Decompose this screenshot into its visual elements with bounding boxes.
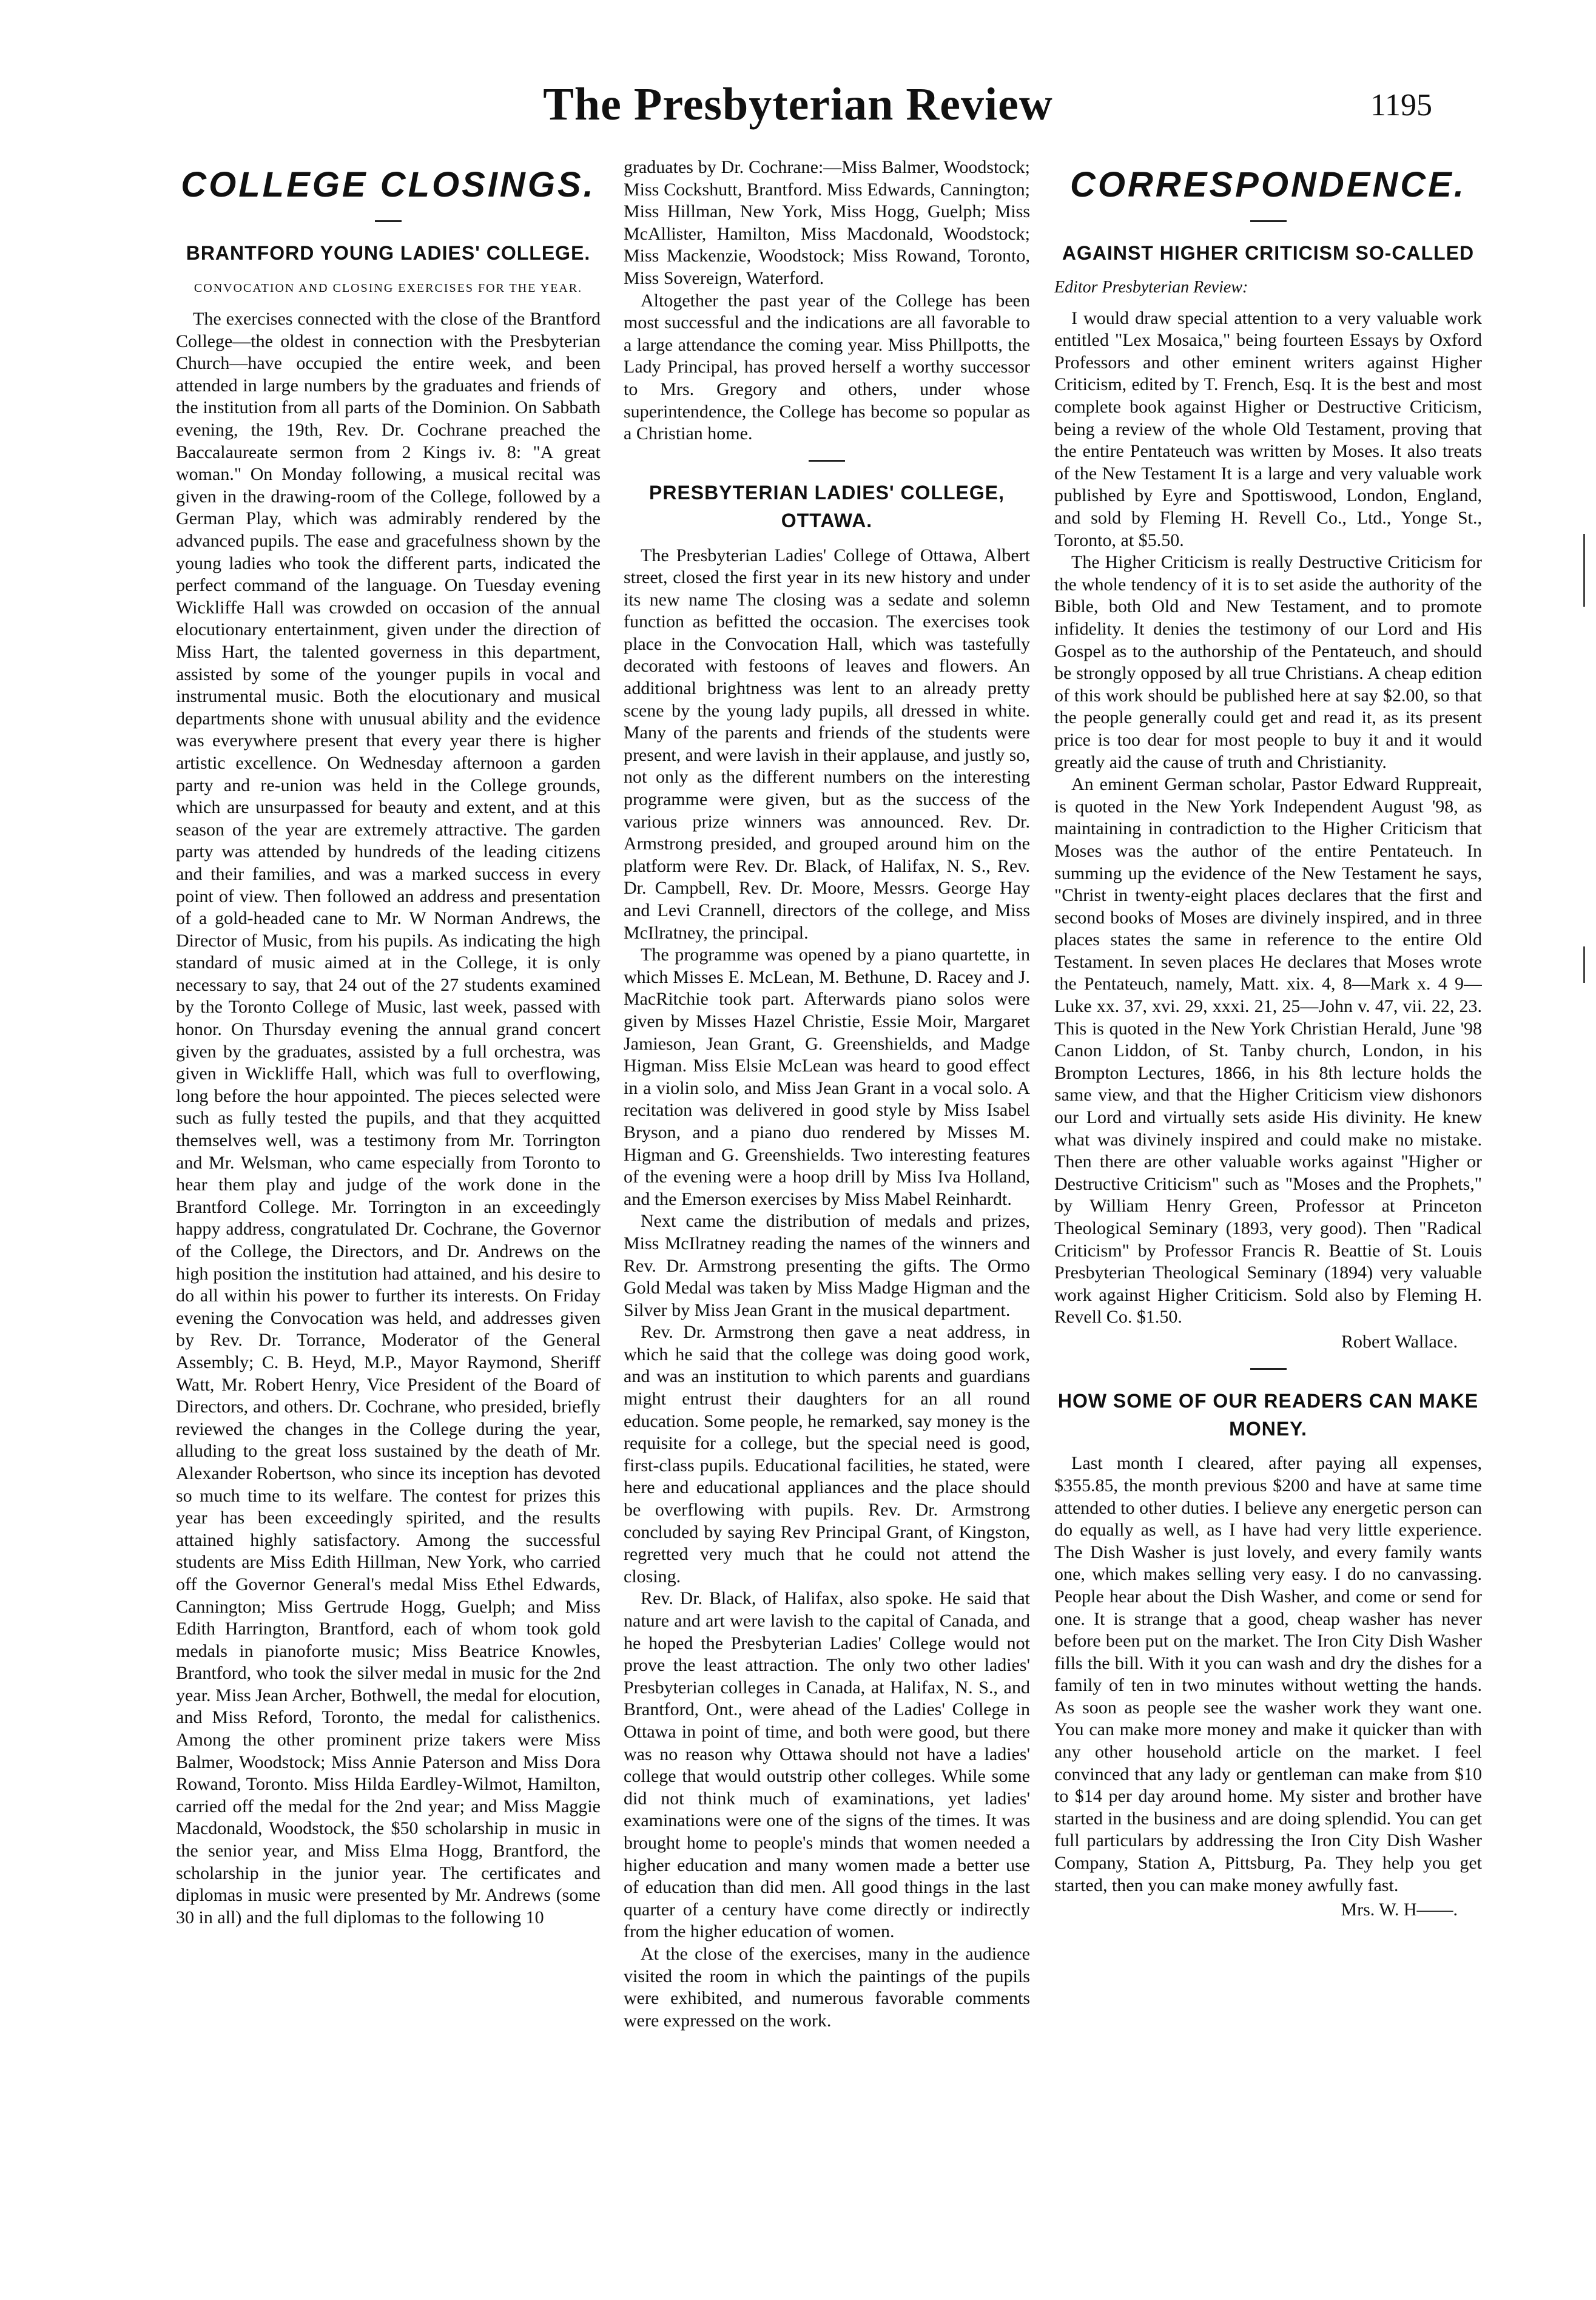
article-paragraph: I would draw special attention to a very valuable work entitled "Lex Mosaica," being fourteen Essays by Oxford Professors and other eminent writers against Higher Criticism, edited by T. French, Esq. It is the best and most complete book against Higher or Destructive Criticism, being a review of the whole Old Testament, proving that the entire Pentateuch was written by Moses. It also treats of the New Testament It is a large and very valuable work published by Eyre and Spottiswood, London, England, and sold by Fleming H. Revell Co., Ltd., Yonge St., Toronto, at $5.50. bbox=[1054, 308, 1482, 550]
article-title-ottawa: PRESBYTERIAN LADIES' COLLEGE, OTTAWA. bbox=[649, 481, 1005, 532]
article-paragraph: The programme was opened by a piano quartette, in which Misses E. McLean, M. Bethune, D. Racey and J. MacRitchie took part. Afterwards piano solos were given by Misses Hazel Christie, Essie Moir, Margaret Jamieson, Jean Grant, G. Greenshields, and Madge Higman. Miss Elsie McLean was heard to good effect in a violin solo, and Miss Jean Grant in a vocal solo. A recitation was delivered in good style by Miss Isabel Bryson, and a piano duo rendered by Misses M. Higman and G. Greenshields. Two interesting features of the evening were a hoop drill by Miss Iva Holland, and the Emerson exercises by Miss Mabel Reinhardt. bbox=[624, 945, 1030, 1209]
article-paragraph: At the close of the exercises, many in the audience visited the room in which the paintings of the pupils were exhibited, and numerous favorable comments were expressed on the work. bbox=[624, 1943, 1030, 2031]
article-paragraph: graduates by Dr. Cochrane:—Miss Balmer, Woodstock; Miss Cockshutt, Brantford. Miss Edwards, Cannington; Miss Hillman, New York, Miss Hogg, Guelph; Miss McAllister, Hamilton, Miss Macdonald, Woodstock; Miss Mackenzie, Woodstock; Miss Rowand, Toronto, Miss Sovereign, Waterford. bbox=[624, 157, 1030, 288]
article-paragraph: Next came the distribution of medals and prizes, Miss McIlratney reading the names of the winners and Rev. Dr. Armstrong presenting the gifts. The Ormo Gold Medal was taken by Miss Madge Higman and the Silver by Miss Jean Grant in the musical department. bbox=[624, 1211, 1030, 1320]
article-paragraph: The Higher Criticism is really Destructive Criticism for the whole tendency of it is to set aside the authority of the Bible, both Old and New Testament, and to promote infidelity. It denies the testimony of our Lord and His Gospel as to the authorship of the Pentateuch, and should be strongly opposed by all true Christians. A cheap edition of this work should be published here at say $2.00, so that the people generally could get and read it, as its present price is too dear for most people to buy it and it would greatly aid the cause of truth and Christianity. bbox=[1054, 552, 1482, 772]
letter-signature: Robert Wallace. bbox=[1341, 1331, 1458, 1352]
newspaper-title: The Presbyterian Review bbox=[543, 79, 1053, 130]
article-paragraph: Last month I cleared, after paying all expenses, $355.85, the month previous $200 and have at same time attended to other duties. I believe any energetic person can do equally as well, as I have had very little experience. The Dish Washer is just lovely, and every family wants one, which makes selling very easy. I do no canvassing. People hear about the Dish Washer, and come or send for one. It is strange that a good, cheap washer has never before been put on the market. The Iron City Dish Washer fills the bill. With it you can wash and dry the dishes for a family of ten in two minutes without wetting the hands. As soon as people see the washer work they want one. You can make more money and make it quicker than with any other household article on the market. I feel convinced that any lady or gentleman can make from $10 to $14 per day around home. My sister and brother have started in the business and are doing splendid. You can get full particulars by addressing the Iron City Dish Washer Company, Station A, Pittsburg, Pa. They help you get started, then you can make money awfully fast. bbox=[1054, 1453, 1482, 1895]
article-paragraph: Rev. Dr. Armstrong then gave a neat address, in which he said that the college was doing good work, and was an institution to which parents and guardians might entrust their daughters for an all round education. Some people, he remarked, say money is the requisite for a college, but the special need is good, first-class pupils. Educational facilities, he stated, were here and educational appliances and the place should be overflowing with pupils. Rev. Dr. Armstrong concluded by saying Rev Principal Grant, of Kingston, regretted very much that he could not attend the closing. bbox=[624, 1322, 1030, 1587]
article-title-higher-criticism: AGAINST HIGHER CRITICISM SO-CALLED bbox=[1062, 241, 1475, 264]
article-subhead: CONVOCATION AND CLOSING EXERCISES FOR THE YEAR. bbox=[194, 282, 583, 295]
masthead bbox=[0, 15, 1596, 166]
article-paragraph: Altogether the past year of the College has been most successful and the indications are all favorable to a large attendance the coming year. Miss Phillpotts, the Lady Principal, has proved herself a worthy successor to Mrs. Gregory and others, under whose superintendence, the College has become so popular as a Christian home. bbox=[624, 290, 1030, 444]
article-paragraph: Rev. Dr. Black, of Halifax, also spoke. He said that nature and art were lavish to the capital of Canada, and he hoped the Presbyterian Ladies' College would not prove the least attraction. The only two other ladies' Presbyterian colleges in Canada, at Halifax, N. S., and Brantford, Ont., were ahead of the Ladies' College in Ottawa in point of time, and both were good, but there was no reason why Ottawa should not have a ladies' college that would outstrip other colleges. While some did not think much of examinations, yet ladies' examinations were one of the signs of the times. It was brought home to people's minds that women needed a higher education and many women made a better use of education than did men. All good things in the last quarter of a century have come directly or indirectly from the higher education of women. bbox=[624, 1588, 1030, 1942]
column-1 bbox=[176, 157, 601, 2219]
article-title-make-money: HOW SOME OF OUR READERS CAN MAKE MONEY. bbox=[1057, 1389, 1479, 1440]
scan-margin-mark bbox=[1583, 946, 1585, 983]
divider bbox=[375, 220, 402, 222]
section-title-correspondence: CORRESPONDENCE. bbox=[1070, 165, 1466, 204]
article-paragraph: The Presbyterian Ladies' College of Ottawa, Albert street, closed the first year in its new history and under its new name The closing was a sedate and solemn function as befitted the occasion. The exercises took place in the Convocation Hall, which was tastefully decorated with festoons of leaves and flowers. An additional brightness was lent to an already pretty scene by the young lady pupils, all dressed in white. Many of the parents and friends of the students were present, and were lavish in their applause, and justly so, not only as the different numbers on the interesting programme were given, but as the success of the various prize winners was announced. Rev. Dr. Armstrong presided, and grouped around him on the platform were Rev. Dr. Black, of Halifax, N. S., Rev. Dr. Campbell, Rev. Dr. Moore, Messrs. George Hay and Levi Crannell, directors of the college, and Miss McIlratney, the principal. bbox=[624, 545, 1030, 943]
divider bbox=[809, 460, 845, 462]
section-title-college-closings: COLLEGE CLOSINGS. bbox=[181, 165, 596, 204]
article-paragraph: The exercises connected with the close of the Brantford College—the oldest in connection with the Presbyterian Church—have occupied the entire week, and been attended in large numbers by the graduates and friends of the institution from all parts of the Dominion. On Sabbath evening, the 19th, Rev. Dr. Cochrane preached the Baccalaureate sermon from 2 Kings iv. 8: "A great woman." On Monday following, a musical recital was given in the drawing-room of the College, followed by a German Play, which was admirably rendered by the advanced pupils. The ease and gracefulness shown by the young ladies who took the different parts, indicated the perfect command of the language. On Tuesday evening Wickliffe Hall was crowded on occasion of the annual elocutionary entertainment, given under the direction of Miss Hart, the talented governess in this department, assisted by some of the younger pupils in vocal and instrumental music. Both the elocutionary and musical departments shone with unusual ability and the evidence was everywhere present that every year there is higher artistic excellence. On Wednesday afternoon a garden party and re-union was held in the College grounds, which are unsurpassed for beauty and extent, and at this season of the year are extremely attractive. The garden party was attended by hundreds of the leading citizens and their families, and was a marked success in every point of view. Then followed an address and presentation of a gold-headed cane to Mr. W Norman Andrews, the Director of Music, from his pupils. As indicating the high standard of music aimed at in the College, it is only necessary to say, that 24 out of the 27 students examined by the Toronto College of Music, last week, passed with honor. On Thursday evening the annual grand concert given by the graduates, assisted by a full orchestra, was given in Wickliffe Hall, which was full to overflowing, long before the hour appointed. The pieces selected were such as fully tested the pupils, and that they acquitted themselves well, was a testimony from Mr. Torrington and Mr. Welsman, who came especially from Toronto to hear them play and judge of the work done in the Brantford College. Mr. Torrington in an exceedingly happy address, congratulated Dr. Cochrane, the Governor of the College, the Directors, and Dr. Andrews on the high position the institution had attained, and his desire to do all within his power to further its interests. On Friday evening the Convocation was held, and addresses given by Rev. Dr. Torrance, Moderator of the General Assembly; C. B. Heyd, M.P., Mayor Raymond, Sheriff Watt, Mr. Robert Henry, Vice President of the Board of Directors, and others. Dr. Cochrane, who presided, briefly reviewed the changes in the College during the year, alluding to the great loss sustained by the death of Mr. Alexander Robertson, who since its inception has devoted so much time to its welfare. The contest for prizes this year has been exceedingly spirited, and the results attained highly satisfactory. Among the successful students are Miss Edith Hillman, New York, who carried off the Governor General's medal Miss Ethel Edwards, Cannington; Miss Gertrude Hogg, Guelph; and Miss Edith Harrington, Brantford, each of whom took gold medals in pianoforte music; Miss Beatrice Knowles, Brantford, who took the silver medal in music for the 2nd year. Miss Jean Archer, Bothwell, the medal for elocution, and Miss Reford, Toronto, the medal for calisthenics. Among the other prominent prize takers were Miss Balmer, Woodstock; Miss Annie Paterson and Miss Dora Rowand, Toronto. Miss Hilda Eardley-Wilmot, Hamilton, carried off the medal for the 2nd year; and Miss Maggie Macdonald, Woodstock, the $50 scholarship in music in the senior year, and Miss Elma Hogg, Brantford, the scholarship in the junior year. The certificates and diplomas in music were presented by Mr. Andrews (some 30 in all) and the full diplomas to the following 10 bbox=[176, 309, 601, 1927]
article-title-brantford: BRANTFORD YOUNG LADIES' COLLEGE. bbox=[186, 241, 591, 264]
divider bbox=[1250, 1368, 1287, 1370]
divider bbox=[1250, 220, 1287, 222]
column-2 bbox=[624, 157, 1030, 2219]
page-number: 1195 bbox=[1370, 88, 1432, 123]
scan-margin-mark bbox=[1583, 534, 1585, 607]
letter-signature: Mrs. W. H——. bbox=[1341, 1900, 1458, 1920]
column-3 bbox=[1054, 157, 1482, 2219]
letter-salutation: Editor Presbyterian Review: bbox=[1054, 278, 1248, 297]
article-paragraph: An eminent German scholar, Pastor Edward Ruppreait, is quoted in the New York Independent August '98, as maintaining in contradiction to the Higher Criticism that Moses was the author of the entire Pentateuch. In summing up the evidence of the New Testament he says, "Christ in twenty-eight places declares that the first and second books of Moses are divinely inspired, and in three places states the same in reference to the entire Old Testament. In seven places He declares that Moses wrote the Pentateuch, namely, Matt. xix. 4, 8—Mark x. 4 9—Luke xx. 37, xvi. 29, xxxi. 21, 25—John v. 47, vii. 22, 23. This is quoted in the New York Christian Herald, June '98 Canon Liddon, of St. Tanby church, London, in his Brompton Lectures, 1866, in his 8th lecture holds the same view, and that the Higher Criticism view dishonors our Lord and virtually sets aside His divinity. He knew what was divinely inspired and could make no mistake. Then there are other valuable works against "Higher or Destructive Criticism" such as "Moses and the Prophets," by William Henry Green, Professor at Princeton Theological Seminary (1893, very good). Then "Radical Criticism" by Professor Francis R. Beattie of St. Louis Presbyterian Theological Seminary (1894) very valuable work against Higher Criticism. Sold also by Fleming H. Revell Co. $1.50. bbox=[1054, 774, 1482, 1327]
